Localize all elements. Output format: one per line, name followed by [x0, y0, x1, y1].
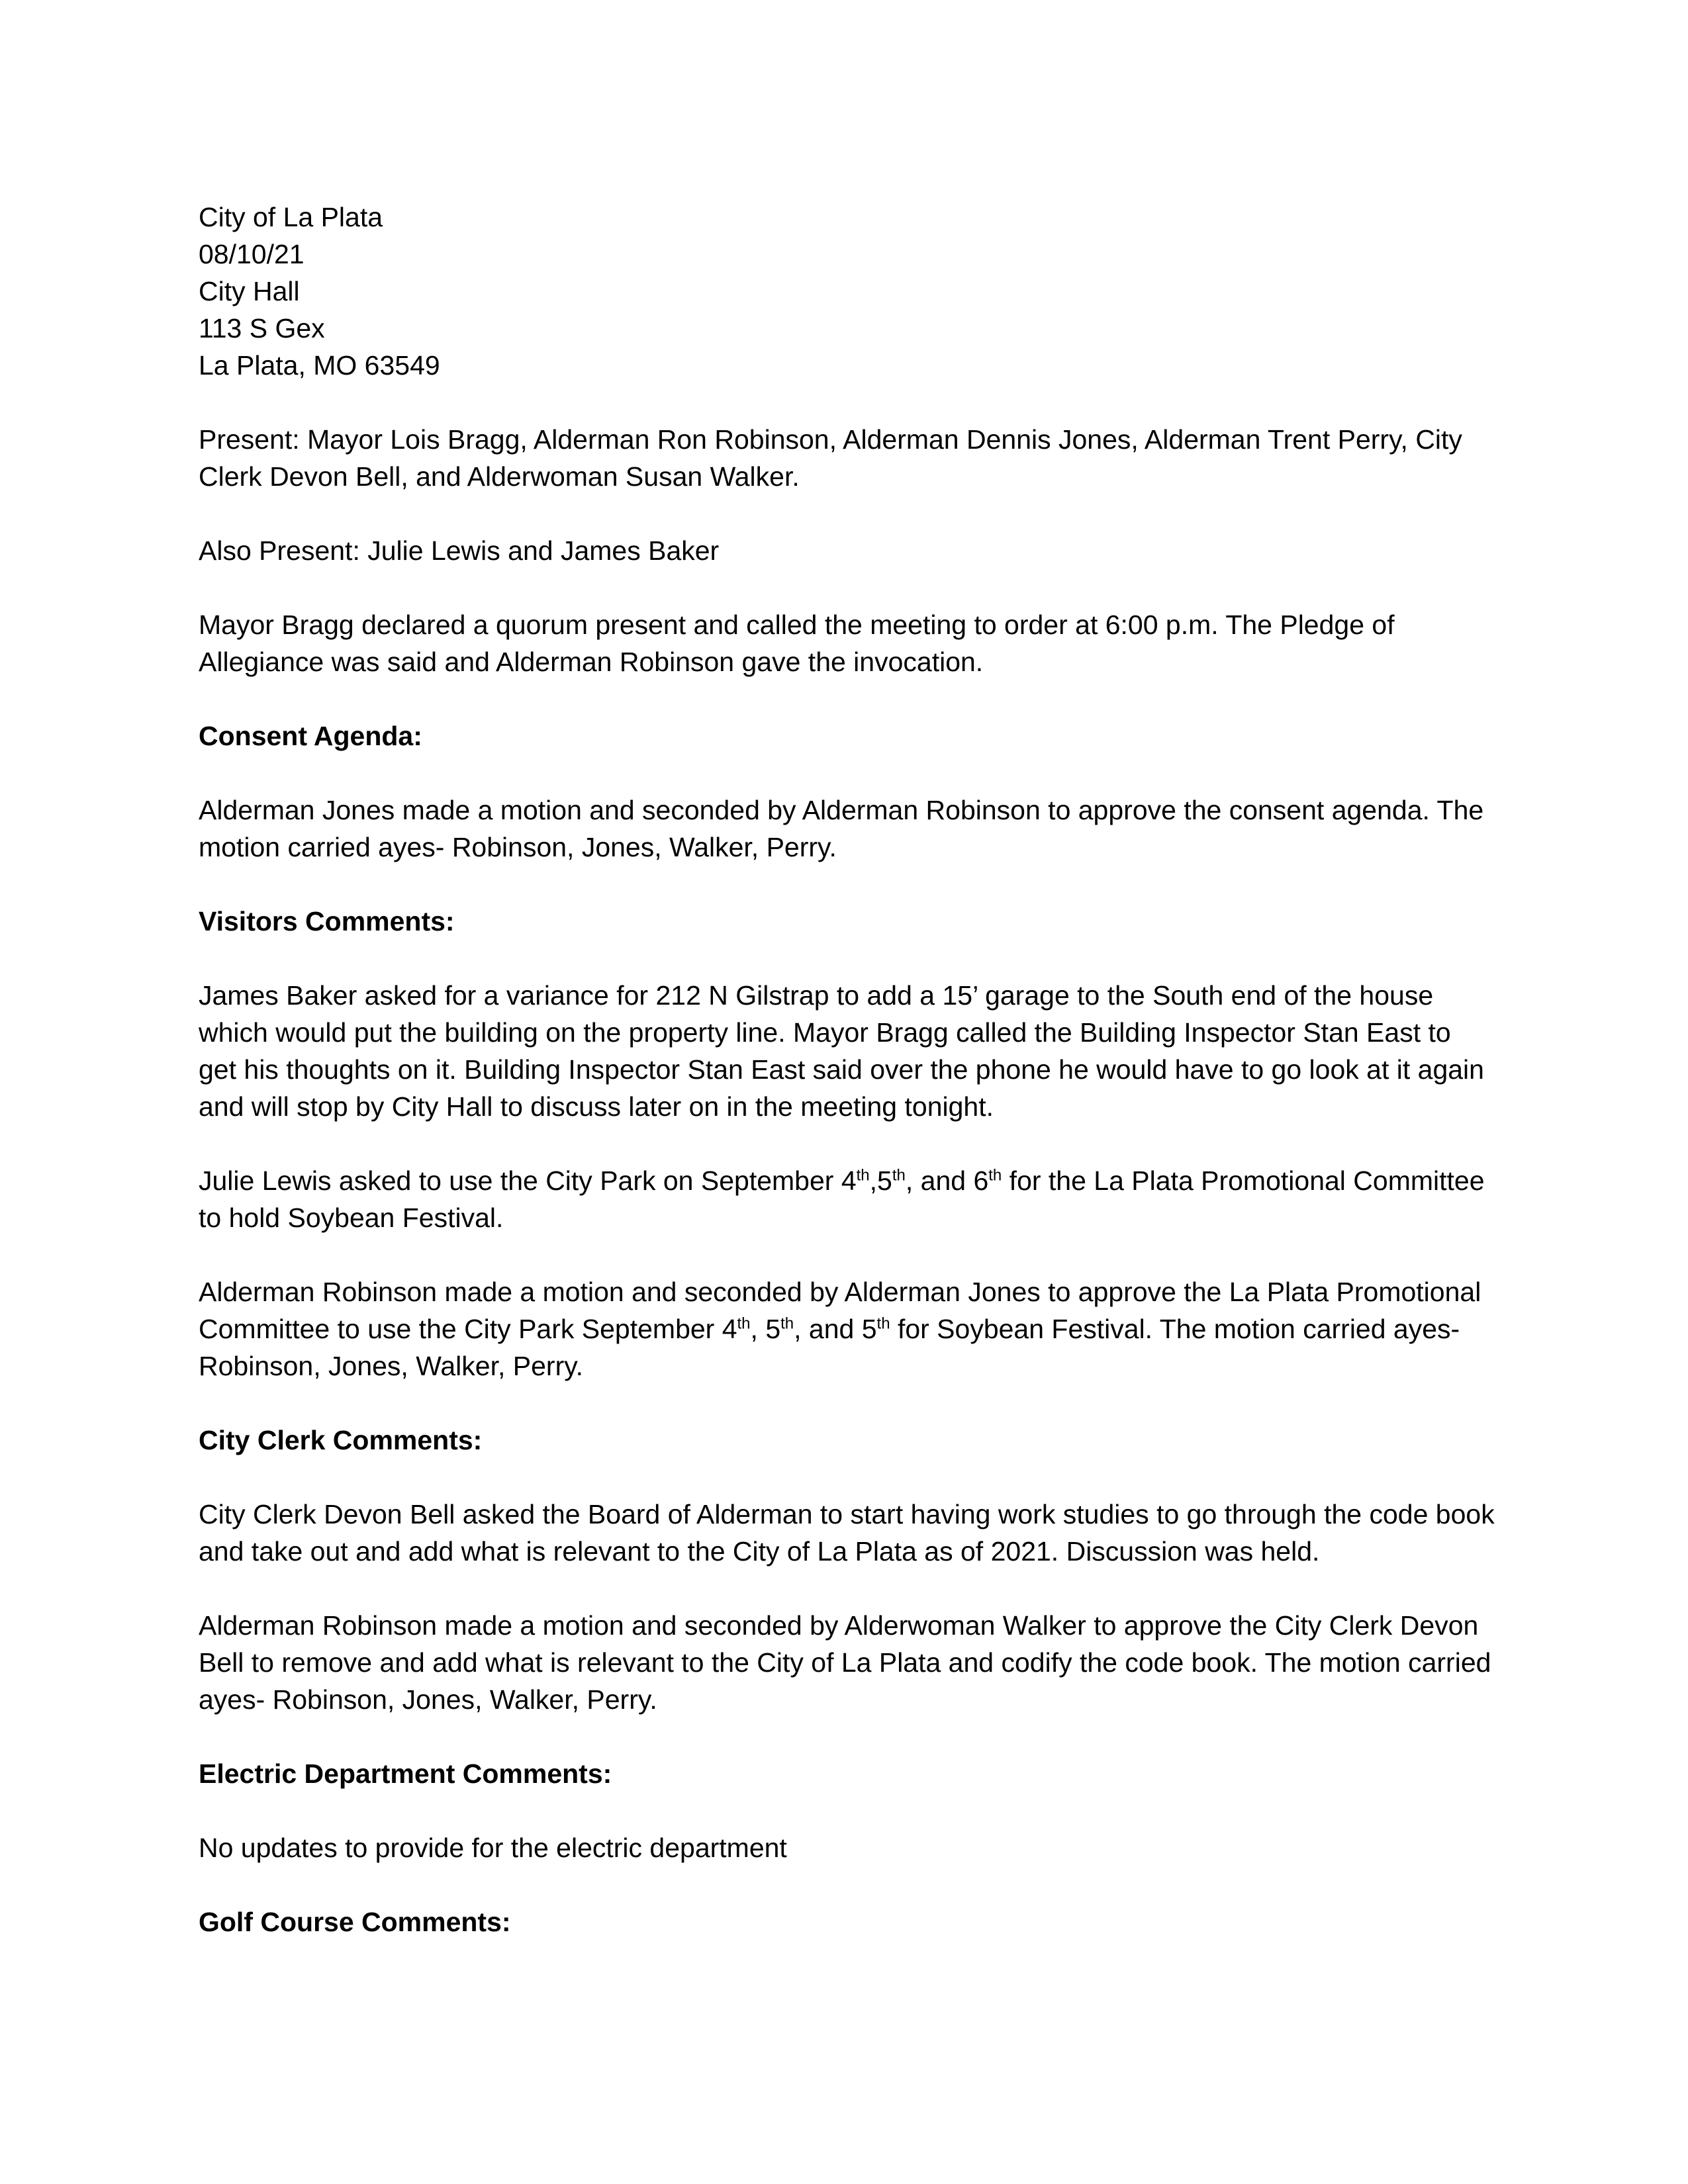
meeting-date: 08/10/21	[199, 239, 305, 269]
text-run: ,5	[869, 1165, 892, 1196]
golf-course-heading: Golf Course Comments:	[199, 1907, 511, 1937]
city-state-zip: La Plata, MO 63549	[199, 350, 440, 381]
baker-variance-paragraph: James Baker asked for a variance for 212 N Gilstrap to add a 15’ garage to the South end of the house which would put the building on the property line. Mayor Bragg called the Building Inspector Stan East to get his thoughts on it. Building Inspector Stan East said over the phone he would have to go look at it again and will stop by City Hall to discuss later on in the meeting tonight.	[199, 980, 1484, 1122]
org-name: City of La Plata	[199, 202, 383, 232]
text-run: for the La Plata Promotional Committee to hold Soybean Festival.	[199, 1165, 1485, 1233]
ordinal-suffix: th	[737, 1314, 751, 1333]
present-paragraph: Present: Mayor Lois Bragg, Alderman Ron Robinson, Alderman Dennis Jones, Alderman Trent Perry, City Clerk Devon Bell, and Alderwoman Susan Walker.	[199, 424, 1462, 492]
consent-agenda-heading: Consent Agenda:	[199, 721, 422, 751]
also-present-paragraph: Also Present: Julie Lewis and James Baker	[199, 535, 720, 566]
text-run: Julie Lewis asked to use the City Park on September 4	[199, 1165, 857, 1196]
text-run: , and 6	[905, 1165, 989, 1196]
call-to-order-paragraph: Mayor Bragg declared a quorum present and called the meeting to order at 6:00 p.m. The Pledge of Allegiance was said and Alderman Robinson gave the invocation.	[199, 610, 1395, 677]
ordinal-suffix: th	[856, 1166, 870, 1185]
text-run: Alderman Robinson made a motion and seconded by Alderman Jones to approve the La Plata Promotional Committee to use the City Park September 4	[199, 1277, 1481, 1344]
meeting-location: City Hall	[199, 276, 300, 306]
ordinal-suffix: th	[876, 1314, 890, 1333]
code-book-motion-paragraph: Alderman Robinson made a motion and seconded by Alderwoman Walker to approve the City Clerk Devon Bell to remove and add what is relevant to the City of La Plata and codify the code book. The motion carried ayes- Robinson, Jones, Walker, Perry.	[199, 1610, 1491, 1715]
minutes-page	[199, 199, 1496, 1978]
city-clerk-comments-heading: City Clerk Comments:	[199, 1425, 483, 1455]
park-use-motion-paragraph	[199, 1273, 1496, 1385]
ordinal-suffix: th	[988, 1166, 1002, 1185]
code-book-request-paragraph: City Clerk Devon Bell asked the Board of Alderman to start having work studies to go through the code book and take out and add what is relevant to the City of La Plata as of 2021. Discussion was held.	[199, 1499, 1495, 1567]
electric-department-heading: Electric Department Comments:	[199, 1758, 612, 1789]
address-block	[199, 199, 1496, 384]
text-run: , and 5	[794, 1314, 877, 1344]
consent-agenda-motion: Alderman Jones made a motion and seconded by Alderman Robinson to approve the consent agenda. The motion carried ayes- Robinson, Jones, Walker, Perry.	[199, 795, 1484, 862]
street-address: 113 S Gex	[199, 313, 325, 343]
text-run: , 5	[750, 1314, 781, 1344]
electric-department-text: No updates to provide for the electric department	[199, 1833, 787, 1863]
lewis-park-request-paragraph	[199, 1162, 1496, 1236]
ordinal-suffix: th	[892, 1166, 906, 1185]
text-run: for Soybean Festival. The motion carried ayes- Robinson, Jones, Walker, Perry.	[199, 1314, 1460, 1381]
visitors-comments-heading: Visitors Comments:	[199, 906, 455, 936]
ordinal-suffix: th	[780, 1314, 794, 1333]
